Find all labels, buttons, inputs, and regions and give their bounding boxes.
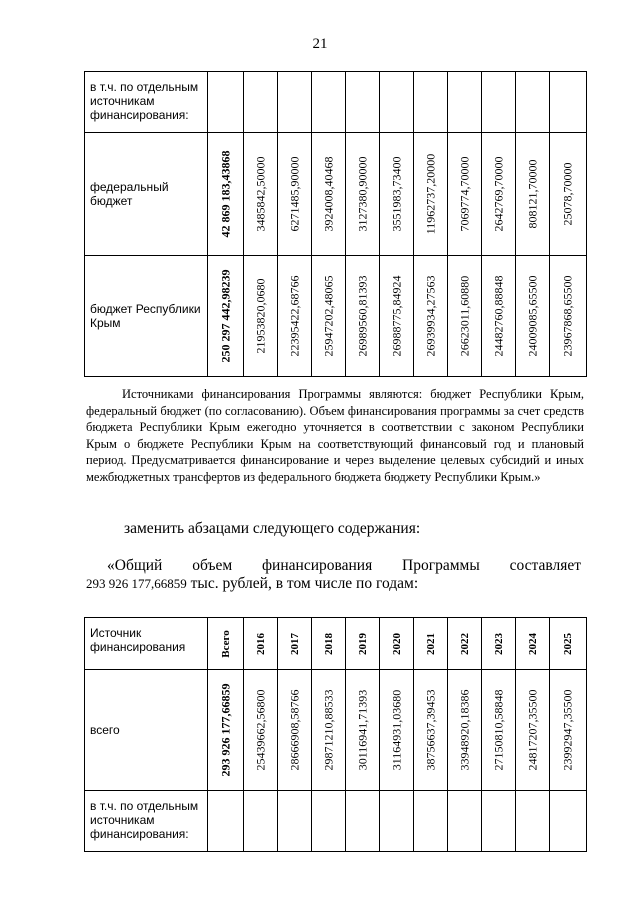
value-cell: 11962737,20000 (414, 133, 448, 256)
value-cell: 808121,70000 (516, 133, 550, 256)
value-cell (312, 72, 346, 133)
value-cell (550, 72, 587, 133)
value-cell: 23992947,35500 (550, 670, 587, 791)
value-cell: 24817207,35500 (516, 670, 550, 791)
value-cell: 26939934,27563 (414, 256, 448, 377)
total-amount: 293 926 177,66859 (86, 576, 187, 591)
value-cell: 26988775,84924 (380, 256, 414, 377)
table-row (85, 72, 587, 133)
value-cell: 38756637,39453 (414, 670, 448, 791)
value-cell (448, 72, 482, 133)
value-cell: 26989560,81393 (346, 256, 380, 377)
total-cell: 250 297 442,98239 (208, 256, 244, 377)
value-cell: 3924008,40468 (312, 133, 346, 256)
total-cell (208, 791, 244, 852)
value-cell: 29871210,88533 (312, 670, 346, 791)
value-cell (244, 72, 278, 133)
value-cell: 31164931,03680 (380, 670, 414, 791)
value-cell: 3127380,90000 (346, 133, 380, 256)
value-cell (380, 791, 414, 852)
row-label: в т.ч. по отдельным источникам финансирования: (85, 791, 208, 852)
header-year: 2017 (278, 618, 312, 670)
table-row (85, 133, 587, 256)
value-cell: 24482760,88848 (482, 256, 516, 377)
value-cell: 25947202,48065 (312, 256, 346, 377)
header-year: 2019 (346, 618, 380, 670)
header-year: 2018 (312, 618, 346, 670)
value-cell: 7069774,70000 (448, 133, 482, 256)
header-total: Всего (208, 618, 244, 670)
total-cell: 293 926 177,66859 (208, 670, 244, 791)
header-source-label: Источник финансирования (85, 618, 208, 670)
table-row (85, 670, 587, 791)
value-cell (278, 72, 312, 133)
row-label: бюджет Республики Крым (85, 256, 208, 377)
value-cell: 21953820,0680 (244, 256, 278, 377)
value-cell: 26623011,60880 (448, 256, 482, 377)
value-cell: 33948920,18386 (448, 670, 482, 791)
value-cell: 22395422,68766 (278, 256, 312, 377)
value-cell: 23967868,65500 (550, 256, 587, 377)
value-cell (516, 791, 550, 852)
header-year: 2016 (244, 618, 278, 670)
value-cell (550, 791, 587, 852)
total-statement-line2 (86, 575, 418, 593)
value-cell (312, 791, 346, 852)
value-cell (414, 791, 448, 852)
value-cell (278, 791, 312, 852)
value-cell: 3551983,73400 (380, 133, 414, 256)
header-year: 2022 (448, 618, 482, 670)
bottom-funding-table (84, 617, 587, 852)
header-year: 2020 (380, 618, 414, 670)
header-year: 2025 (550, 618, 587, 670)
row-label: всего (85, 670, 208, 791)
table-row (85, 256, 587, 377)
total-tail: тыс. рублей, в том числе по годам: (186, 575, 419, 592)
value-cell (448, 791, 482, 852)
header-year: 2024 (516, 618, 550, 670)
value-cell (482, 72, 516, 133)
total-cell (208, 72, 244, 133)
value-cell (380, 72, 414, 133)
value-cell: 28666908,58766 (278, 670, 312, 791)
financing-sources-paragraph: Источниками финансирования Программы являются: бюджет Республики Крым, федеральный бюджет (по согласованию). Объем финансирования программы за счет средств бюджета Республики Крым ежегодно уточняется в соответствии с законом Республики Крым о бюджете Республики Крым на соответствующий финансовый год и плановый период. Предусматривается финансирование и через выделение целевых субсидий и иных межбюджетных трансфертов из федерального бюджета бюджету Республики Крым.» (86, 387, 584, 484)
value-cell: 27150810,58848 (482, 670, 516, 791)
value-cell: 3485842,50000 (244, 133, 278, 256)
table-header-row (85, 618, 587, 670)
value-cell (346, 791, 380, 852)
value-cell: 6271485,90000 (278, 133, 312, 256)
value-cell: 25078,70000 (550, 133, 587, 256)
value-cell: 25439662,56800 (244, 670, 278, 791)
page-number: 21 (312, 36, 328, 52)
replace-instruction: заменить абзацами следующего содержания: (124, 520, 421, 537)
value-cell: 2642769,70000 (482, 133, 516, 256)
value-cell: 24009085,65500 (516, 256, 550, 377)
total-cell: 42 869 183,43868 (208, 133, 244, 256)
header-year: 2023 (482, 618, 516, 670)
value-cell (482, 791, 516, 852)
row-label: федеральный бюджет (85, 133, 208, 256)
total-statement-line1: «Общий объем финансирования Программы составляет (107, 557, 581, 574)
top-funding-table (84, 71, 587, 377)
value-cell: 30116941,71393 (346, 670, 380, 791)
header-year: 2021 (414, 618, 448, 670)
value-cell (346, 72, 380, 133)
value-cell (414, 72, 448, 133)
row-label: в т.ч. по отдельным источникам финансирования: (85, 72, 208, 133)
value-cell (244, 791, 278, 852)
value-cell (516, 72, 550, 133)
table-row (85, 791, 587, 852)
